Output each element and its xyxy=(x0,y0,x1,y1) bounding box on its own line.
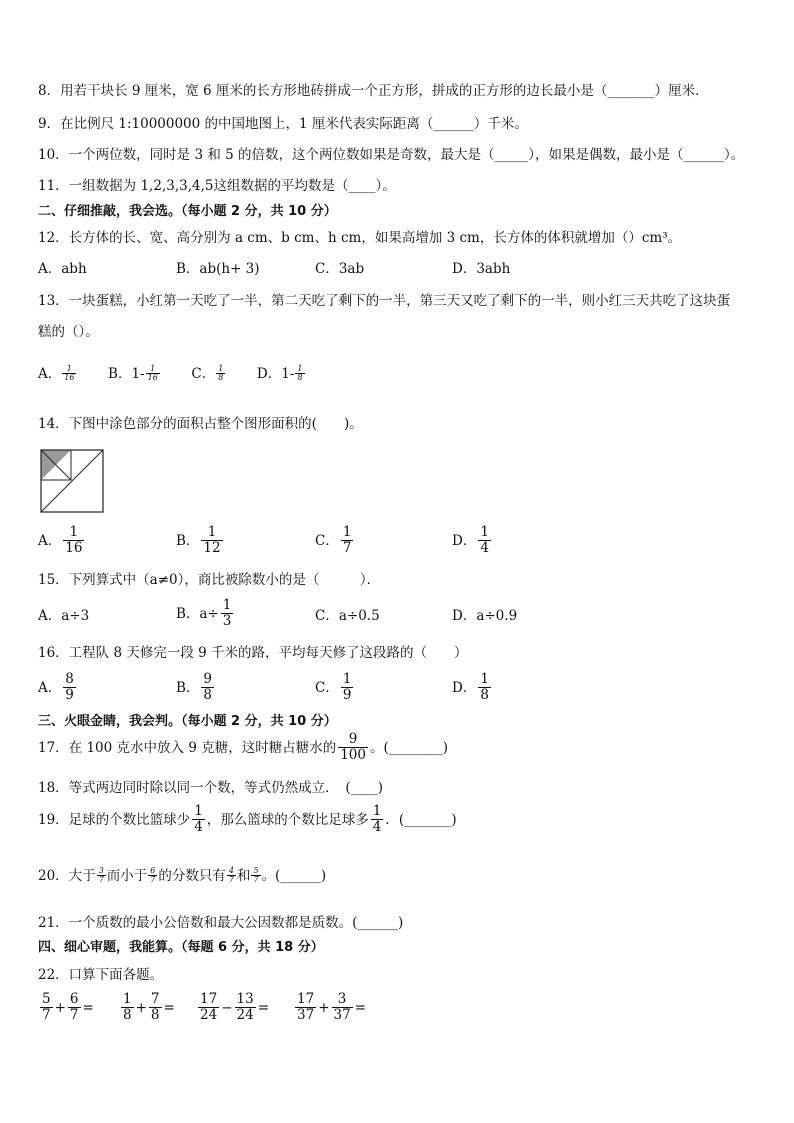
q13-option-b-fraction: $\frac{1}{16}$ xyxy=(147,364,158,382)
q13-option-d-label: D．1- xyxy=(256,365,295,382)
q16-option-b: B． $\frac{9}{8}$ xyxy=(176,671,213,703)
question-13-line2: 糕的（）。 xyxy=(38,324,99,340)
q13-option-a-fraction: $\frac{1}{16}$ xyxy=(64,364,75,382)
question-22: 22．口算下面各题。 xyxy=(38,967,164,983)
q13-option-d-fraction: $\frac{1}{8}$ xyxy=(297,364,303,382)
q12-option-a: A．abh xyxy=(38,261,87,277)
q13-option-c-fraction: $\frac{1}{8}$ xyxy=(218,364,224,382)
question-9: 9．在比例尺 1:10000000 的中国地图上，1 厘米代表实际距离（______）千米。 xyxy=(38,116,528,132)
q14-option-c: C． $\frac{1}{7}$ xyxy=(315,524,352,556)
q12-option-d: D．3abh xyxy=(452,261,511,277)
question-10: 10．一个两位数，同时是 3 和 5 的倍数，这个两位数如果是奇数，最大是（_____），如果是偶数，最小是（______）。 xyxy=(38,147,745,163)
q15-option-b: B．a÷ $\frac{1}{3}$ xyxy=(176,597,232,629)
q16-option-d: D． $\frac{1}{8}$ xyxy=(452,671,489,703)
q15-option-d: D．a÷0.9 xyxy=(452,608,518,624)
q13-options xyxy=(38,364,306,383)
question-12: 12．长方体的长、宽、高分别为 a cm、b cm、h cm，如果高增加 3 cm，长方体的体积就增加（）cm³。 xyxy=(38,230,682,246)
question-17: 17．在 100 克水中放入 9 克糖，这时糖占糖水的 $\frac{9}{100}$ 。(________) xyxy=(38,731,449,763)
q13-option-c-label: C． xyxy=(191,365,216,382)
q13-option-a-label: A． xyxy=(38,365,62,382)
question-14: 14．下图中涂色部分的面积占整个图形面积的( )。 xyxy=(38,416,363,432)
q14-shaded-square-figure xyxy=(40,449,104,513)
q12-option-c: C．3ab xyxy=(315,261,365,277)
question-8: 8．用若干块长 9 厘米，宽 6 厘米的长方形地砖拼成一个正方形，拼成的正方形的边长最小是（_______）厘米． xyxy=(38,83,709,99)
question-19: 19．足球的个数比篮球少 $\frac{1}{4}$ ，那么篮球的个数比足球多 $\frac{1}{4}$ ．(_______) xyxy=(38,803,457,835)
question-15: 15．下列算式中（a≠0），商比被除数小的是（ ）． xyxy=(38,572,381,588)
question-16: 16．工程队 8 天修完一段 9 千米的路，平均每天修了这段路的（ ） xyxy=(38,645,468,661)
q14-option-b: B． $\frac{1}{12}$ xyxy=(176,524,221,556)
q13-option-b-label: B．1- xyxy=(108,365,145,382)
section-4-heading: 四、细心审题，我能算。（每题 6 分，共 18 分） xyxy=(38,940,324,955)
q12-option-b: B．ab(h+ 3) xyxy=(176,261,260,277)
section-2-heading: 二、仔细推敲，我会选。（每小题 2 分，共 10 分） xyxy=(38,204,337,219)
section-3-heading: 三、火眼金睛，我会判。（每小题 2 分，共 10 分） xyxy=(38,714,337,729)
q15-option-c: C．a÷0.5 xyxy=(315,608,380,624)
question-13-line1: 13．一块蛋糕，小红第一天吃了一半，第二天吃了剩下的一半，第三天又吃了剩下的一半，则小红三天共吃了这块蛋 xyxy=(38,293,731,309)
q14-option-a: A． $\frac{1}{16}$ xyxy=(38,524,83,556)
q22-item-2: $\frac{1}{8}$ + $\frac{7}{8}$ = xyxy=(123,991,175,1023)
question-21: 21．一个质数的最小公倍数和最大公因数都是质数。(______) xyxy=(38,915,404,931)
q15-option-a: A．a÷3 xyxy=(38,608,90,624)
question-11: 11．一组数据为 1,2,3,3,4,5这组数据的平均数是（____）。 xyxy=(38,178,396,194)
q16-option-a: A． $\frac{8}{9}$ xyxy=(38,671,74,703)
q16-option-c: C． $\frac{1}{9}$ xyxy=(315,671,352,703)
question-20: 20．大于 $\frac{3}{7}$ 而小于 $\frac{6}{7}$ 的分数只有 $\frac{4}{7}$ 和 $\frac{5}{7}$ 。(______) xyxy=(38,866,327,884)
q22-item-4: $\frac{17}{37}$ + $\frac{3}{37}$ = xyxy=(297,991,366,1023)
question-18: 18．等式两边同时除以同一个数，等式仍然成立． (____) xyxy=(38,780,383,796)
q22-item-3: $\frac{17}{24}$ − $\frac{13}{24}$ = xyxy=(200,991,269,1023)
q14-option-d: D． $\frac{1}{4}$ xyxy=(452,524,489,556)
q22-item-1: $\frac{5}{7}$ + $\frac{6}{7}$ = xyxy=(42,991,94,1023)
